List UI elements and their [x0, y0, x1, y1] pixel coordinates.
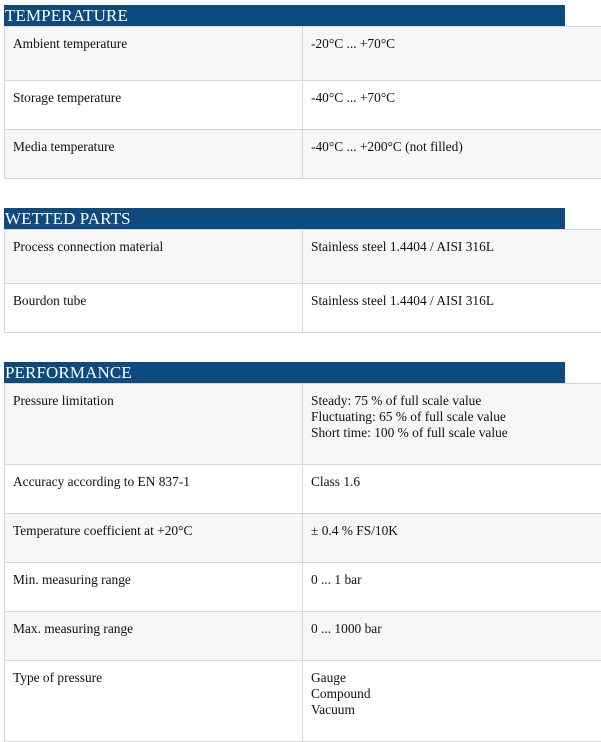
row-value — [303, 27, 601, 80]
row-value — [303, 465, 601, 513]
table-row — [4, 130, 601, 179]
section-temperature — [4, 5, 601, 179]
value-line: Steady: 75 % of full scale value — [311, 393, 482, 408]
table-row — [4, 612, 601, 661]
row-value — [303, 384, 601, 464]
spec-table — [4, 229, 601, 333]
row-label: Type of pressure — [5, 661, 303, 741]
table-row — [4, 384, 601, 465]
row-label: Media temperature — [5, 130, 303, 178]
value-line: Class 1.6 — [311, 474, 361, 489]
row-label: Min. measuring range — [5, 563, 303, 611]
value-line: Gauge — [311, 670, 346, 685]
section-wetted-parts — [4, 208, 601, 333]
value-line: ± 0.4 % FS/10K — [311, 523, 398, 538]
row-label: Process connection material — [5, 230, 303, 283]
value-line: -40°C ... +200°C (not filled) — [311, 139, 463, 154]
table-row — [4, 563, 601, 612]
value-line: Short time: 100 % of full scale value — [311, 425, 508, 440]
table-row — [4, 661, 601, 742]
table-row — [4, 465, 601, 514]
value-line: Vacuum — [311, 702, 355, 717]
table-row — [4, 284, 601, 333]
spec-table — [4, 26, 601, 179]
value-line: -40°C ... +70°C — [311, 90, 396, 105]
table-row — [4, 514, 601, 563]
row-value — [303, 81, 601, 129]
row-label: Accuracy according to EN 837-1 — [5, 465, 303, 513]
row-label: Max. measuring range — [5, 612, 303, 660]
row-value — [303, 661, 601, 741]
row-label: Bourdon tube — [5, 284, 303, 332]
section-title: WETTED PARTS — [4, 208, 565, 229]
table-row — [4, 230, 601, 284]
value-line: 0 ... 1000 bar — [311, 621, 382, 636]
table-row — [4, 81, 601, 130]
row-value — [303, 230, 601, 283]
row-value — [303, 563, 601, 611]
row-label: Ambient temperature — [5, 27, 303, 80]
value-line: 0 ... 1 bar — [311, 572, 362, 587]
row-label: Pressure limitation — [5, 384, 303, 464]
row-label: Temperature coefficient at +20°C — [5, 514, 303, 562]
value-line: Fluctuating: 65 % of full scale value — [311, 409, 506, 424]
value-line: Stainless steel 1.4404 / AISI 316L — [311, 239, 494, 254]
row-value — [303, 514, 601, 562]
row-value — [303, 284, 601, 332]
value-line: Compound — [311, 686, 371, 701]
row-value — [303, 612, 601, 660]
value-line: -20°C ... +70°C — [311, 36, 396, 51]
section-title: TEMPERATURE — [4, 5, 565, 26]
row-label: Storage temperature — [5, 81, 303, 129]
row-value — [303, 130, 601, 178]
value-line: Stainless steel 1.4404 / AISI 316L — [311, 293, 494, 308]
section-performance — [4, 362, 601, 742]
spec-table — [4, 383, 601, 742]
section-title: PERFORMANCE — [4, 362, 565, 383]
table-row — [4, 27, 601, 81]
